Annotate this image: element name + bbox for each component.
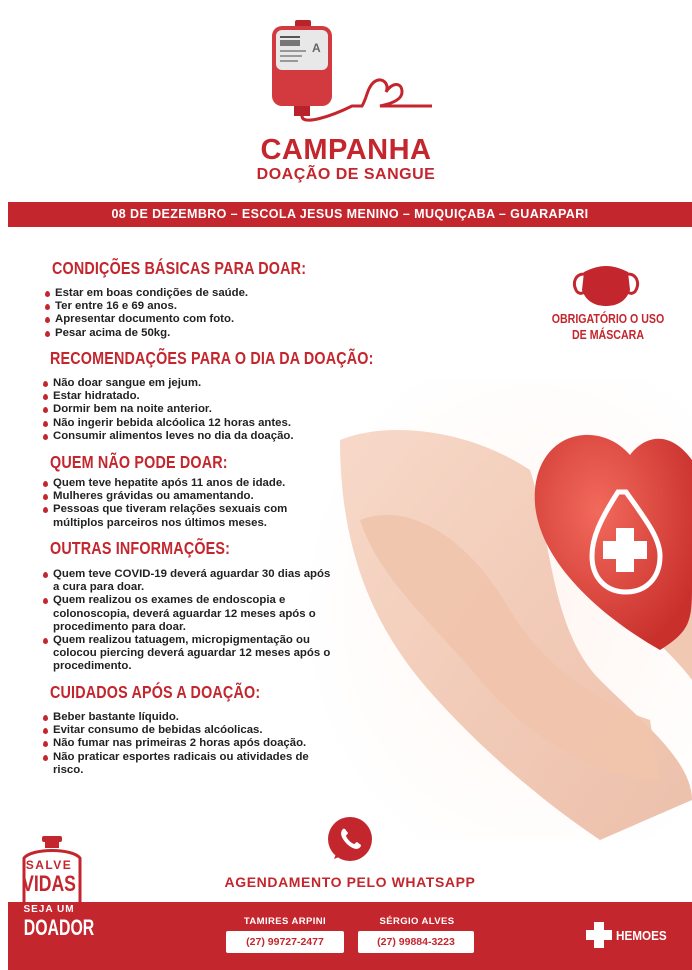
logo-text-seja-um: SEJA UM [23,904,75,915]
list-item: Não doar sangue em jejum. [42,377,342,390]
list-item: Evitar consumo de bebidas alcóolicas. [42,724,322,737]
list-item: Não praticar esportes radicais ou atividades de risco. [42,751,322,777]
date-location-bar: 08 DE DEZEMBRO – ESCOLA JESUS MENINO – MUQUIÇABA – GUARAPARI [8,202,692,227]
day-recommendations-list [42,377,342,443]
whatsapp-icon [326,815,374,863]
logo-text-vidas: VIDAS [22,871,76,896]
contact-phone-1[interactable]: (27) 99727-2477 [226,931,344,953]
list-item: Quem realizou tatuagem, micropigmentação ou colocou piercing deverá aguardar 12 meses após o procedimento. [42,634,332,674]
list-item: Pessoas que tiveram relações sexuais com múltiplos parceiros nos últimos meses. [42,503,312,529]
other-info-list [42,568,332,674]
section-title-who-cannot-donate: QUEM NÃO PODE DOAR: [50,452,228,472]
list-item: Estar hidratado. [42,390,342,403]
list-item: Consumir alimentos leves no dia da doação. [42,430,342,443]
section-title-other-info: OUTRAS INFORMAÇÕES: [50,538,231,558]
campaign-title: CAMPANHA [260,134,432,166]
section-title-after-donation: CUIDADOS APÓS A DOAÇÃO: [50,682,261,702]
list-item: Mulheres grávidas ou amamentando. [42,490,312,503]
whatsapp-scheduling-label: AGENDAMENTO PELO WHATSAPP [224,874,476,890]
list-item: Pesar acima de 50kg. [44,327,304,340]
after-donation-list [42,711,322,777]
salve-vidas-logo-icon [14,836,95,970]
logo-text-doador: DOADOR [23,915,95,940]
list-item: Ter entre 16 e 69 anos. [44,300,304,313]
list-item: Quem teve COVID-19 deverá aguardar 30 dias após a cura para doar. [42,568,332,594]
face-mask-icon [570,262,642,308]
basic-conditions-list [44,287,304,340]
logo-text-salve: SALVE [25,858,73,872]
campaign-subtitle: DOAÇÃO DE SANGUE [256,166,436,183]
list-item: Não fumar nas primeiras 2 horas após doação. [42,737,322,750]
contact-phone-2[interactable]: (27) 99884-3223 [358,931,474,953]
contact-name-2: SÉRGIO ALVES [379,916,455,927]
mask-notice: OBRIGATÓRIO O USO DE MÁSCARA [551,312,665,342]
list-item: Não ingerir bebida alcóolica 12 horas antes. [42,417,342,430]
list-item: Estar em boas condições de saúde. [44,287,304,300]
bag-label: A [312,41,321,55]
who-cannot-donate-list [42,477,312,530]
section-title-basic-conditions: CONDIÇÕES BÁSICAS PARA DOAR: [52,258,307,278]
section-title-day-recommendations: RECOMENDAÇÕES PARA O DIA DA DOAÇÃO: [50,348,374,368]
list-item: Beber bastante líquido. [42,711,322,724]
list-item: Quem teve hepatite após 11 anos de idade. [42,477,312,490]
hands-heart-illustration [300,380,692,840]
list-item: Dormir bem na noite anterior. [42,403,342,416]
blood-bag-icon [262,16,442,126]
hemoes-logo-text: HEMOES [616,928,667,943]
list-item: Apresentar documento com foto. [44,313,304,326]
contact-name-1: TAMIRES ARPINI [243,916,327,927]
list-item: Quem realizou os exames de endoscopia e colonoscopia, deverá aguardar 12 meses após o procedimento para doar. [42,594,332,634]
